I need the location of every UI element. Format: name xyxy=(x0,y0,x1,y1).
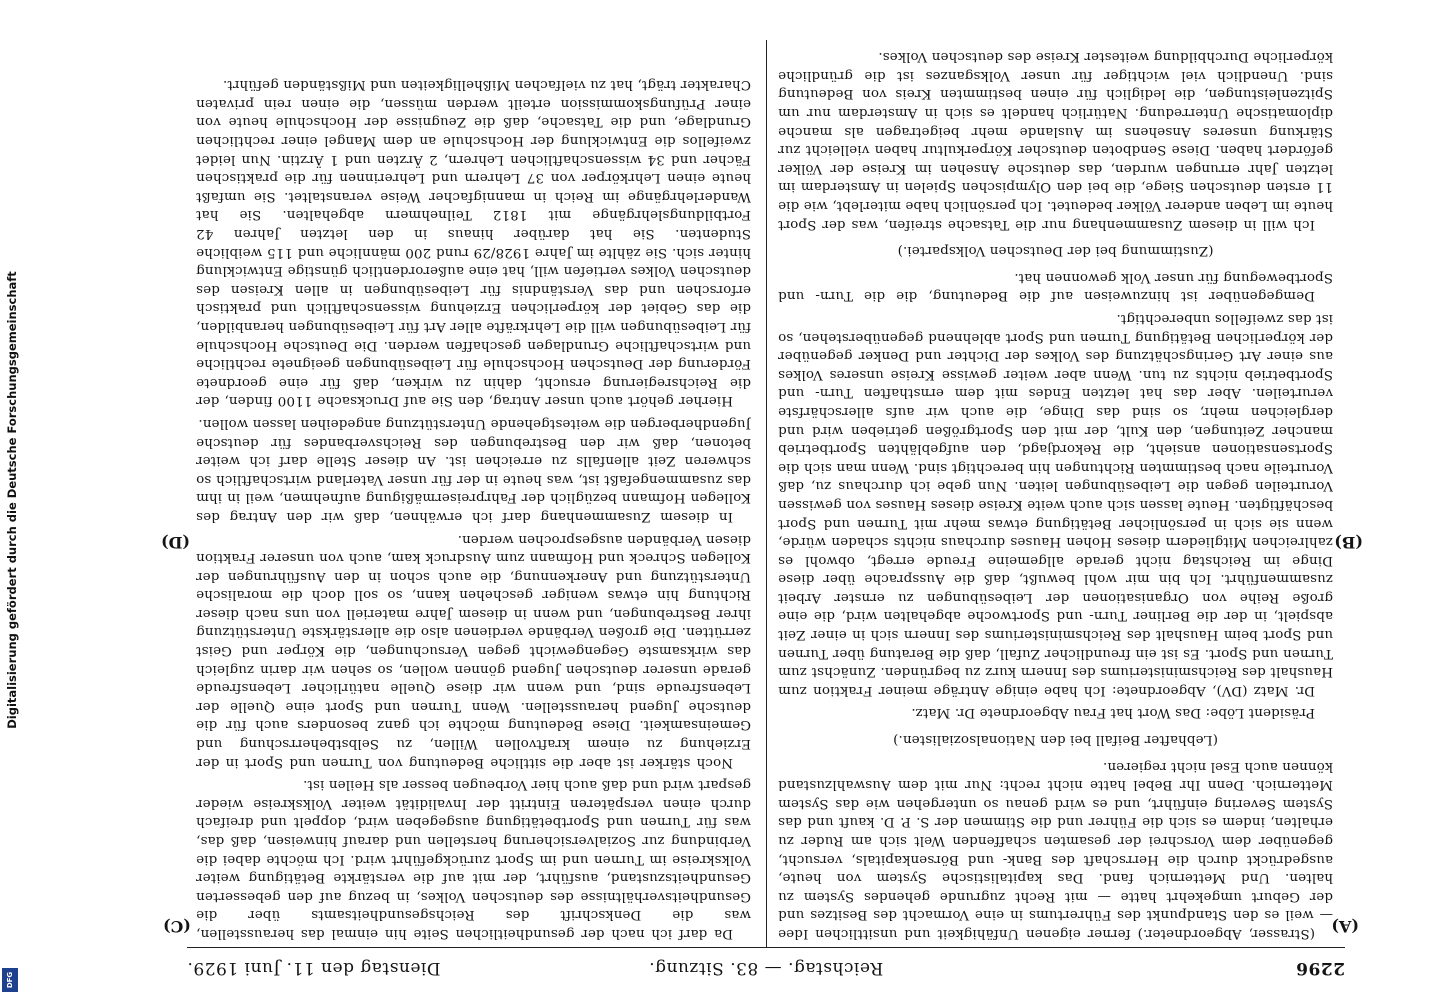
dfg-logo-text: DFG xyxy=(6,971,14,989)
column-divider xyxy=(766,40,767,948)
header-title: Reichstag. — 83. Sitzung. xyxy=(648,958,884,978)
paragraph: (Strasser, Abgeordneter.) ferner eigenen Unfähigkeit und unsittlichen Idee — weil es den Standpunkt des Führertums in eine Vormacht des Besitzes und der Geburt umgekehrt hatte — mit Recht zugrunde gehendes System zu halten. Und Metternich fand. Das kapitalistische System von heute, ausgedrückt durch die Herrschaft des Bank- und Börsenkapitals, versucht, gegenüber dem Vorschrei der gesamten schaffenden Welt sich am Ruder zu erhalten, indem es sich die Führer und die Stimmen der S. P. D. kauft und das System Severing einführt, und es wird genau so untergehen wie das System Metternich. Denn Ihr Bebel hatte nicht recht: Nur mit dem Auswahlzustand können auch Esel nicht regieren. xyxy=(778,758,1333,941)
paragraph: Hierher gehört auch unser Antrag, den Sie auf Drucksache 1100 finden, der die Reichsregierung ersucht, dahin zu wirken, daß für eine geordnete Förderung der Deutschen Hochschule für Leibesübungen geeignete rechtliche und wirtschaftliche Grundlagen geschaffen werden. Die Deutsche Hochschule für Leibesübungen will die Lehrkräfte aller Art für Leibesübungen heranbilden, die das Gebiet der körperlichen Erziehung wissenschaftlich und praktisch erforschen und das Verständnis für Leibesübungen in allen Kreisen des deutschen Volkes vertiefen will, hat eine außerordentlich günstige Entwicklung hinter sich. Sie zählte im Jahre 1928/29 rund 200 männliche und 115 weibliche Studenten. Sie hat darüber hinaus in den letzten Jahren 42 Fortbildungslehrgänge mit 1812 Teilnehmern abgehalten. Sie hat Wanderlehrgänge im Reich in mannigfacher Weise veranstaltet. Sie umfaßt heute einen Lehrkörper von 37 Lehrern und Lehrerinnen für die praktischen Fächer und 34 wissenschaftlichen Lehrern, 2 Ärzten und 1 Ärztin. Nun leidet zweifellos die Entwicklung der Hochschule an dem Mangel einer rechtlichen Grundlage, und die Tatsache, daß die Zeugnisse der Hochschule heute von einer Prüfungskommission erteilt werden müssen, die einen rein privaten Charakter trägt, hat zu vielfachen Mißhelligkeiten und Mißständen geführt. xyxy=(196,77,751,409)
paragraph: (Lebhafter Beifall bei den Nationalsozialisten.) xyxy=(893,732,1218,748)
header-date: Dienstag den 11. Juni 1929. xyxy=(187,958,441,978)
paragraph: In diesem Zusammenhang darf ich erwähnen, daß wir den Antrag des Kollegen Hofmann bezüglich der Fahrpreisermäßigung aufnehmen, weil in ihm das zusammengefaßt ist, was heute in der für unser Vaterland wirtschaftlich so schweren Zeit allenfalls zu erreichen ist. An dieser Stelle darf ich weiter betonen, daß wir den Bestrebungen des Reichsverbandes für deutsche Jugendherbergen die weitestgehende Unterstützung angedeihen lassen wollen. xyxy=(196,415,751,524)
paragraph: (Zustimmung bei der Deutschen Volkspartei.) xyxy=(897,243,1214,259)
paragraph: Dr. Matz (DV), Abgeordnete: Ich habe einige Anträge meiner Fraktion zum Haushalt des Reichsministeriums des Innern kurz zu begründen. Zunächst zum Turnen und Sport. Es ist ein freundlicher Zufall, daß die Beratung über Turnen und Sport beim Haushalt des Reichsministeriums des Innern sich in einer Zeit abspielt, in der die Berliner Turn- und Sportwoche abgehalten wird, die eine große Reihe von Organisationen der Leibesübungen zu ernster Arbeit zusammenführt. Ich bin mir wohl bewußt, daß die Aussprache über diese Dinge im Reichstag nicht gerade allgemeine Freude erregt, obwohl es zahlreichen Mitgliedern dieses Hohen Hauses durchaus nichts schaden würde, wenn sie sich in persönlicher Betätigung etwas mehr mit Turnen und Sport beschäftigten. Heute lassen sich auch weite Kreise dieses Hauses von gewissen Vorurteilen gegen die Leibesübungen leiten. Nun gebe ich durchaus zu, daß Vorurteile nach bestimmten Richtungen hin berechtigt sind. Wenn man sich die Sportsensationen ansieht, die Rekordjagd, den aufgeblähten Sportbetrieb mancher Zeitungen, den Kult, der mit den Sportgrößen getrieben wird und dergleichen mehr, so sind das Dinge, die auch wir aufs allerschärfste verurteilen. Aber das hat letzten Endes mit dem ernsthaften Turn- und Sportbetrieb nichts zu tun. Wenn aber weiter gewisse Kreise unseres Volkes aus einer Art Geringschätzung des Volkes der Dichter und Denker gegenüber der körperlichen Betätigung Turnen und Sport ablehnend gegenüberstehen, so ist das zweifellos unberechtigt. xyxy=(778,311,1333,698)
paragraph: Noch stärker ist aber die sittliche Bedeutung von Turnen und Sport in der Erziehung zu einem kraftvollen Willen, zu Selbstbeherrschung und Gemeinsamkeit. Diese Bedeutung möchte ich ganz besonders auch für die deutsche Jugend herausstellen. Wenn Turnen und Sport eine Quelle der Lebensfreude sind, und wenn wir diese Quelle natürlicher Lebensfreude gerade unserer deutschen Jugend gönnen wollen, so sehen wir darin zugleich das wirksamste Gegengewicht gegen Versuchungen, die Körper und Geist zerrütten. Die großen Verbände verdienen also die allerstärkste Unterstützung ihrer Bestrebungen, und wenn in diesem Jahre materiell von uns nach dieser Richtung hin etwas weniger geschehen kann, so soll doch die moralische Unterstützung und Anerkennung, die auch schon in den Ausführungen der Kollegen Schreck und Hofmann zum Ausdruck kam, auch von unserer Fraktion diesen Verbänden ausgesprochen werden. xyxy=(196,531,751,770)
margin-marker-b: (B) xyxy=(1334,533,1363,552)
margin-marker-d: (D) xyxy=(161,533,191,552)
page-header xyxy=(187,954,1345,978)
document-page xyxy=(95,0,1434,1000)
paragraph: Ich will in diesem Zusammenhang nur die Tatsache streifen, was der Sport heute im Leben anderer Völker bedeutet. Ich persönlich habe miterlebt, wie die 11 ersten deutschen Siege, die bei den Olympischen Spielen in Amsterdam im letzten Jahr errungen wurden, das deutsche Ansehen im Kreise der Völker gefördert haben. Diese Sendboten deutscher Körperkultur haben vielleicht zur Stärkung unseres Ansehens im Auslande mehr beigetragen als manche diplomatische Unterredung. Natürlich handelt es sich in Amsterdam nur um Spitzenleistungen, die lediglich für einen bestimmten Kreis von Bedeutung sind. Unendlich viel wichtiger für unser Volksganzes ist die gründliche körperliche Durchbildung weitester Kreise des deutschen Volkes. xyxy=(778,49,1333,232)
right-column xyxy=(196,42,751,942)
left-column xyxy=(778,42,1333,942)
margin-marker-a: (A) xyxy=(1331,917,1359,936)
margin-marker-c: (C) xyxy=(163,917,191,936)
credit-line xyxy=(2,0,22,1000)
paragraph: Präsident Löbe: Das Wort hat Frau Abgeordnete Dr. Matz. xyxy=(911,705,1315,721)
paragraph: Da darf ich nach der gesundheitlichen Seite hin einmal das herausstellen, was die Denkschrift des Reichsgesundheitsamts über die Gesundheitsverhältnisse des deutschen Volkes, in bezug auf den gebesserten Gesundheitszustand, ausführt, der mit auf die verstärkte Betätigung weiter Volkskreise im Turnen und im Sport zurückgeführt wird. Ich möchte dabei die Verbindung zur Sozialversicherung herstellen und darauf hinweisen, daß das, was für Turnen und Sportbetätigung ausgegeben wird, doppelt und dreifach durch einen verspäteren Eintritt der Invalidität weiter Volkskreise wieder gespart wird und daß auch hier Vorbeugen besser als Heilen ist. xyxy=(196,777,751,941)
dfg-logo xyxy=(2,968,18,992)
page-number: 2296 xyxy=(1295,958,1345,978)
paragraph: Demgegenüber ist hinzuweisen auf die Bedeutung, die die Turn- und Sportbewegung für unser Volk gewonnen hat. xyxy=(778,269,1333,304)
credit-text: Digitalisierung gefördert durch die Deutsche Forschungsgemeinschaft xyxy=(5,271,19,729)
